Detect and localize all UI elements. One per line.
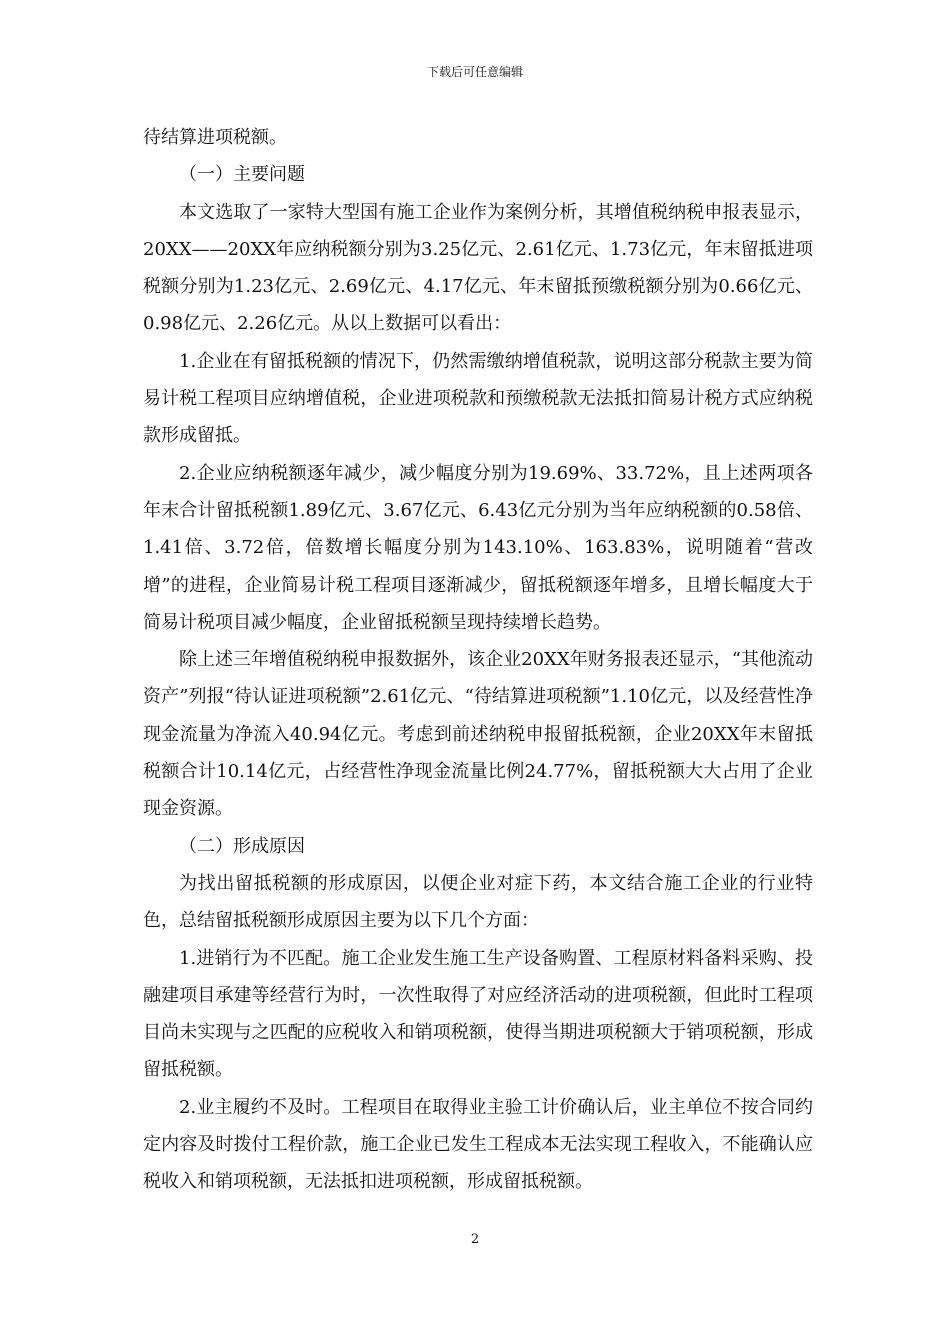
page-number: 2: [470, 1232, 480, 1247]
paragraph-cause-2: 2.业主履约不及时。工程项目在取得业主验工计价确认后，业主单位不按合同约定内容及时拨付工程价款，施工企业已发生工程成本无法实现工程收入，不能确认应税收入和销项税额，无法抵扣进项税额，形成留抵税额。: [143, 1096, 813, 1193]
paragraph-case-analysis: 本文选取了一家特大型国有施工企业作为案例分析，其增值税纳税申报表显示，20XX——20XX年应纳税额分别为3.25亿元、2.61亿元、1.73亿元，年末留抵进项税额分别为1.23亿元、2.69亿元、4.17亿元、年末留抵预缴税额分别为0.66亿元、0.98亿元、2.26亿元。从以上数据可以看出：: [143, 201, 813, 335]
paragraph-financial-statement: 除上述三年增值税纳税申报数据外，该企业20XX年财务报表还显示，“其他流动资产”列报“待认证进项税额”2.61亿元、“待结算进项税额”1.10亿元，以及经营性净现金流量为净流入40.94亿元。考虑到前述纳税申报留抵税额，企业20XX年末留抵税额合计10.14亿元，占经营性净现金流量比例24.77%，留抵税额大大占用了企业现金资源。: [143, 649, 813, 820]
paragraph-continuation: 待结算进项税额。: [143, 127, 287, 148]
section-heading-causes: （二）形成原因: [179, 835, 305, 857]
section-heading-main-problems: （一）主要问题: [179, 164, 305, 186]
page-header: 下载后可任意编辑: [426, 65, 523, 79]
paragraph-point-2: 2.企业应纳税额逐年减少，减少幅度分别为19.69%、33.72%，且上述两项各年末合计留抵税额1.89亿元、3.67亿元、6.43亿元分别为当年应纳税额的0.58倍、1.41倍、3.72倍，倍数增长幅度分别为143.10%、163.83%，说明随着“营改增”的进程，企业简易计税工程项目逐渐减少，留抵税额逐年增多，且增长幅度大于简易计税项目减少幅度，企业留抵税额呈现持续增长趋势。: [143, 462, 813, 633]
paragraph-cause-1: 1.进销行为不匹配。施工企业发生施工生产设备购置、工程原材料备料采购、投融建项目承建等经营行为时，一次性取得了对应经济活动的进项税额，但此时工程项目尚未实现与之匹配的应税收入和销项税额，使得当期进项税额大于销项税额，形成留抵税额。: [143, 947, 813, 1081]
paragraph-causes-intro: 为找出留抵税额的形成原因，以便企业对症下药，本文结合施工企业的行业特色，总结留抵税额形成原因主要为以下几个方面：: [143, 872, 813, 932]
paragraph-point-1: 1.企业在有留抵税额的情况下，仍然需缴纳增值税款，说明这部分税款主要为简易计税工程项目应纳增值税，企业进项税款和预缴税款无法抵扣简易计税方式应纳税款形成留抵。: [143, 350, 813, 447]
document-body: [143, 119, 813, 1201]
